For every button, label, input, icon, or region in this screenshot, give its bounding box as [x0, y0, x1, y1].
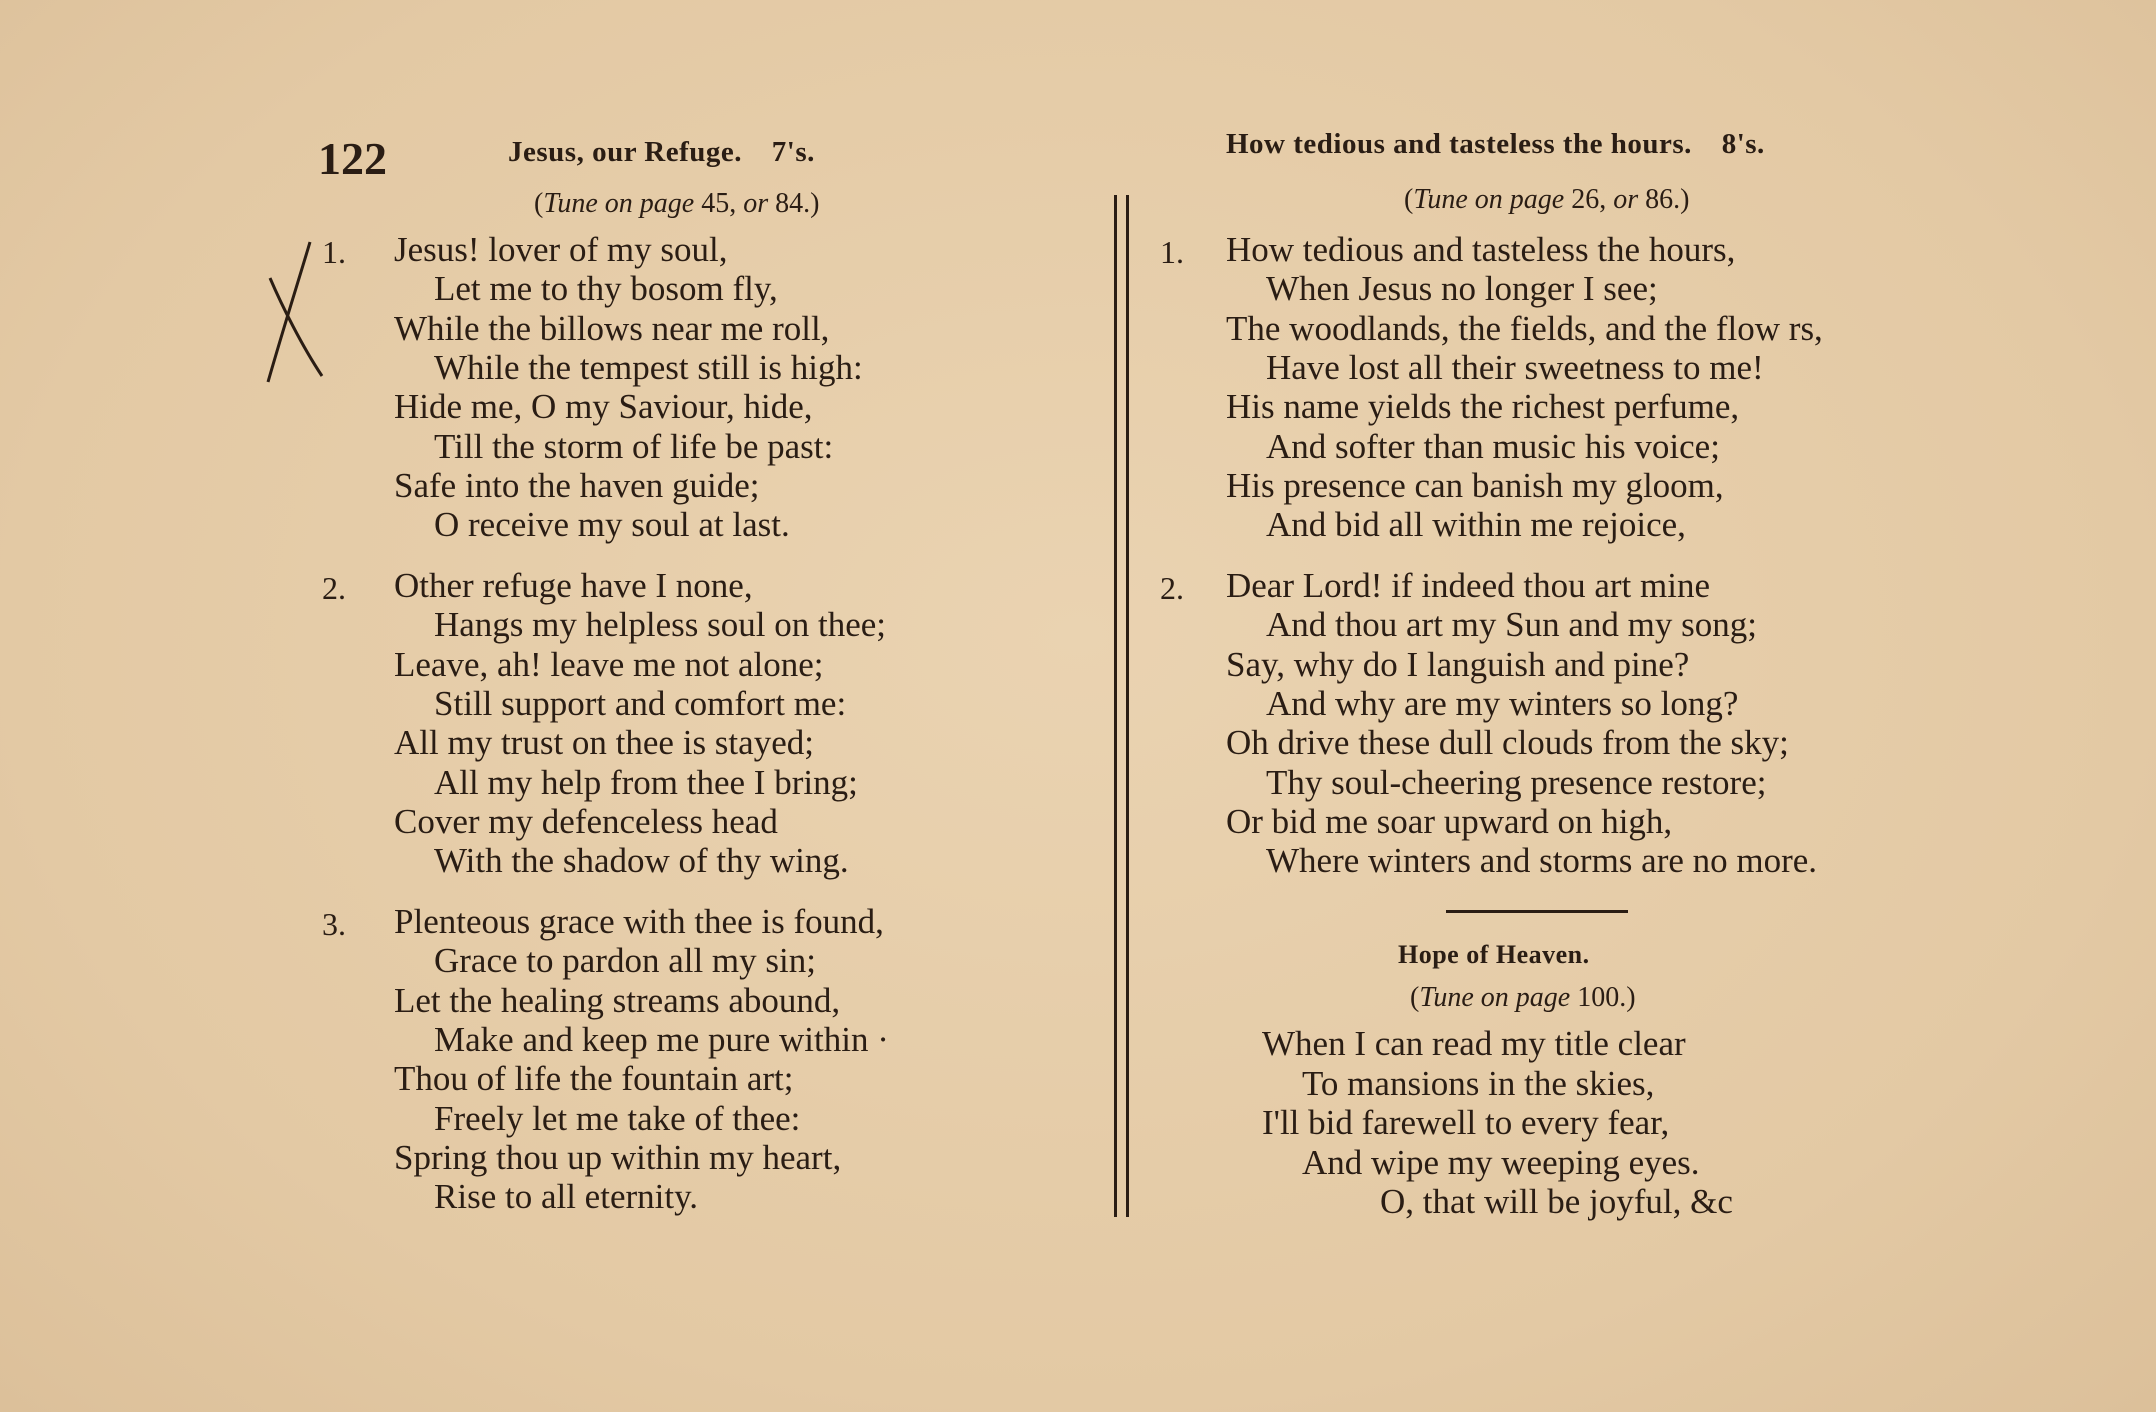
left-verse-line: While the tempest still is high: — [434, 347, 863, 387]
left-hymn-title — [508, 136, 815, 169]
left-tune-num2: 84.) — [775, 188, 820, 219]
right-verse-line: Say, why do I languish and pine? — [1226, 644, 1690, 684]
left-verse-number: 1. — [322, 234, 346, 270]
left-tune-num1: 45, — [701, 188, 737, 219]
left-verse-line: All my help from thee I bring; — [434, 762, 858, 802]
left-verse-line: Let me to thy bosom fly, — [434, 269, 778, 309]
left-tune-or: or — [743, 188, 769, 219]
section-rule — [1446, 910, 1628, 913]
left-verse-line: Jesus! lover of my soul, — [394, 230, 728, 269]
left-verse-line: With the shadow of thy wing. — [434, 841, 849, 881]
right-tune-reference — [1404, 184, 1689, 216]
right-tune-num2: 86.) — [1645, 184, 1690, 215]
left-verse-line: Hide me, O my Saviour, hide, — [394, 387, 813, 427]
left-verse-line: Thou of life the fountain art; — [394, 1059, 794, 1099]
right-verse-line: Where winters and storms are no more. — [1266, 841, 1818, 881]
right-verse-line: Oh drive these dull clouds from the sky; — [1226, 723, 1789, 763]
left-tune-italic: Tune on page — [543, 188, 695, 219]
heaven-line: When I can read my title clear — [1262, 1024, 1686, 1063]
left-verse-line: Let the healing streams abound, — [394, 980, 841, 1020]
heaven-line: And wipe my weeping eyes. — [1302, 1142, 1700, 1182]
right-verse-line: Have lost all their sweetness to me! — [1266, 347, 1764, 387]
heaven-tune-open: ( — [1410, 982, 1420, 1013]
left-verse-line: Other refuge have I none, — [394, 566, 753, 605]
left-verse-line: Still support and comfort me: — [434, 683, 847, 723]
right-tune-or: or — [1613, 184, 1639, 215]
heaven-tune-num: 100.) — [1577, 982, 1636, 1013]
left-verse-line: Till the storm of life be past: — [434, 426, 834, 466]
right-verse-number: 2. — [1160, 570, 1184, 606]
right-tune-open: ( — [1404, 184, 1414, 215]
left-verse-line: O receive my soul at last. — [434, 505, 790, 545]
left-verse-line: All my trust on thee is stayed; — [394, 723, 814, 763]
right-verse-line: And thou art my Sun and my song; — [1266, 605, 1757, 645]
right-verse-line: How tedious and tasteless the hours, — [1226, 230, 1736, 269]
right-verse-line: And bid all within me rejoice, — [1266, 505, 1686, 545]
right-tune-italic: Tune on page — [1413, 184, 1565, 215]
left-verse-line: Safe into the haven guide; — [394, 465, 760, 505]
left-verse-line: Grace to pardon all my sin; — [434, 941, 816, 981]
left-verse-number: 3. — [322, 906, 346, 942]
right-verse-line: Thy soul-cheering presence restore; — [1266, 762, 1767, 802]
left-title-text: Jesus, our Refuge. — [508, 136, 743, 168]
left-verse-line: Spring thou up within my heart, — [394, 1137, 842, 1177]
left-verse-line: Cover my defenceless head — [394, 801, 778, 841]
left-meter: 7's. — [771, 136, 815, 168]
column-divider-left — [1114, 195, 1117, 1217]
left-verse-line: Leave, ah! leave me not alone; — [394, 644, 824, 684]
left-verse-line: Hangs my helpless soul on thee; — [434, 605, 887, 645]
page-number: 122 — [318, 133, 387, 184]
right-verse-line: And why are my winters so long? — [1266, 683, 1739, 723]
left-verse-line: While the billows near me roll, — [394, 308, 830, 348]
right-verse-line: When Jesus no longer I see; — [1266, 269, 1658, 309]
left-verse-line: Rise to all eternity. — [434, 1177, 699, 1217]
right-verse-line: And softer than music his voice; — [1266, 426, 1720, 466]
column-divider-right — [1126, 195, 1129, 1217]
right-verse-line: Dear Lord! if indeed thou art mine — [1226, 566, 1710, 605]
left-tune-open: ( — [534, 188, 544, 219]
right-verse-number: 1. — [1160, 234, 1184, 270]
right-hymn-title — [1226, 128, 1765, 161]
right-meter: 8's. — [1721, 128, 1765, 160]
right-tune-num1: 26, — [1571, 184, 1607, 215]
left-verse-line: Freely let me take of thee: — [434, 1098, 801, 1138]
heaven-hymn-title: Hope of Heaven. — [1398, 940, 1590, 969]
right-verse-line: The woodlands, the fields, and the flow rs, — [1226, 308, 1823, 348]
right-verse-line: His name yields the richest perfume, — [1226, 387, 1740, 427]
right-verse-line: His presence can banish my gloom, — [1226, 465, 1724, 505]
heaven-tune-italic: Tune on page — [1419, 982, 1571, 1013]
heaven-line: To mansions in the skies, — [1302, 1063, 1655, 1103]
left-verse-line: Make and keep me pure within · — [434, 1019, 889, 1059]
left-tune-reference — [534, 188, 819, 220]
left-verse-line: Plenteous grace with thee is found, — [394, 902, 884, 941]
left-verse-number: 2. — [322, 570, 346, 606]
heaven-line: I'll bid farewell to every fear, — [1262, 1103, 1670, 1142]
handwritten-x-mark — [262, 236, 332, 386]
right-title-text: How tedious and tasteless the hours. — [1226, 128, 1692, 160]
right-verse-line: Or bid me soar upward on high, — [1226, 801, 1673, 841]
heaven-tune-reference — [1410, 982, 1636, 1014]
heaven-line: O, that will be joyful, &c — [1380, 1182, 1733, 1221]
